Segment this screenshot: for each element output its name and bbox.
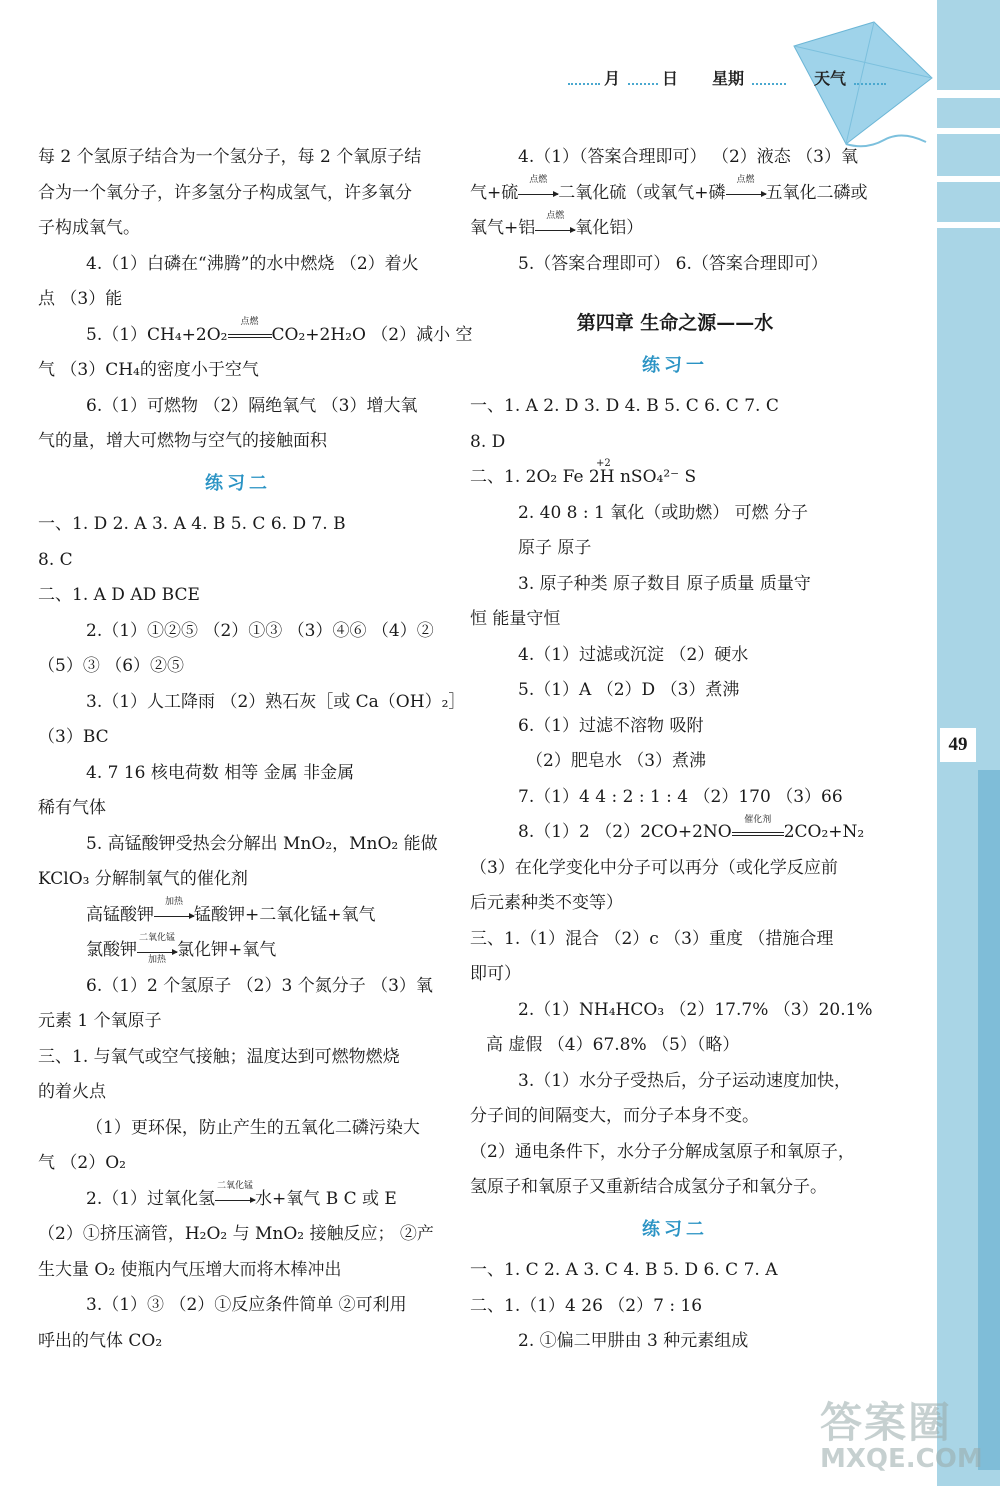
text-line: 4.（1）过滤或沉淀 （2）硬水 <box>518 644 749 665</box>
section-heading: 练习二 <box>642 1218 708 1240</box>
text-line: （3）在化学变化中分子可以再分（或化学反应前 <box>470 857 838 878</box>
text-line: 一、1. A 2. D 3. D 4. B 5. C 6. C 7. C <box>470 396 779 416</box>
dotted-blank <box>568 83 600 85</box>
product: 水+氧气 B C 或 E <box>255 1188 397 1209</box>
text-line: 3. 原子种类 原子数目 原子质量 质量守 <box>518 573 811 594</box>
text-line: 4.（1）白磷在“沸腾”的水中燃烧 （2）着火 <box>86 253 419 274</box>
watermark-title: 答案圈 <box>820 1398 953 1447</box>
section-heading: 练习一 <box>642 354 708 376</box>
text-line: 2. ①偏二甲肼由 3 种元素组成 <box>518 1331 749 1351</box>
product: 锰酸钾+二氧化锰+氧气 <box>194 904 376 925</box>
reactant: 2.（1）过氧化氢 <box>86 1188 216 1209</box>
arrow-icon <box>518 175 558 200</box>
text-line: 6.（1）过滤不溶物 吸附 <box>518 715 704 736</box>
text-line: 气的量，增大可燃物与空气的接触面积 <box>38 431 327 451</box>
equation-left: 5.（1）CH₄+2O₂ <box>86 324 228 345</box>
reaction-line <box>470 211 880 247</box>
text-line: 3.（1）水分子受热后，分子运动速度加快， <box>518 1070 852 1091</box>
text-line: 5.（答案合理即可） 6.（答案合理即可） <box>518 253 828 274</box>
left-column <box>38 140 473 1359</box>
strip-gap <box>937 128 1000 134</box>
product: 五氧化二磷或 <box>765 182 868 203</box>
reactant: 氧气+铝 <box>470 218 536 238</box>
condition-label: 加热 <box>147 954 166 965</box>
text-line: 6.（1）可燃物 （2）隔绝氧气 （3）增大氧 <box>86 395 418 416</box>
formula-line: 二、1. 2O₂ Fe 2H nSO₄²⁻ S <box>470 467 697 487</box>
dotted-blank <box>854 83 886 85</box>
text-line: （3）BC <box>38 727 109 747</box>
date-header <box>568 66 898 94</box>
text-line: （1）更环保，防止产生的五氧化二磷污染大 <box>86 1117 420 1138</box>
text-line: （2）①挤压滴管，H₂O₂ 与 MnO₂ 接触反应； ②产 <box>38 1224 434 1244</box>
arrow-icon <box>154 897 194 922</box>
reaction-line <box>38 933 438 969</box>
weather-label: 天气 <box>814 69 847 88</box>
text-line: 原子 原子 <box>518 538 592 558</box>
text-line: 每 2 个氢原子结合为一个氢分子，每 2 个氧原子结 <box>38 147 422 167</box>
equation-left: 8.（1）2 （2）2CO+2NO <box>518 822 732 842</box>
text-line: 5. 高锰酸钾受热会分解出 MnO₂，MnO₂ 能做 <box>86 833 438 854</box>
product: 氯化钾+氧气 <box>177 940 277 960</box>
text-line: 分子间的间隔变大，而分子本身不变。 <box>470 1106 759 1126</box>
page-number: 49 <box>940 728 976 762</box>
text-line: 3.（1）人工降雨 （2）熟石灰［或 Ca（OH）₂］ <box>86 691 466 712</box>
equation-right: CO₂+2H₂O （2）减小 空 <box>271 324 473 345</box>
watermark-url: MXQE.COM <box>820 1444 983 1474</box>
right-column <box>470 140 880 1360</box>
product: 氧化铝） <box>575 218 644 238</box>
text-line: 3.（1）③ （2）①反应条件简单 ②可利用 <box>86 1295 407 1315</box>
text-line: 5.（1）A （2）D （3）煮沸 <box>518 680 740 700</box>
text-line: 恒 能量守恒 <box>470 609 561 629</box>
condition-label: 点燃 <box>240 317 259 327</box>
reaction-line <box>38 898 438 934</box>
text-line: 7.（1）4 4 : 2 : 1 : 4 （2）170 （3）66 <box>518 786 843 807</box>
text-line: （2）肥皂水 （3）煮沸 <box>526 751 707 771</box>
text-line: 即可） <box>470 964 521 984</box>
reactant: 氯酸钾 <box>86 940 137 960</box>
text-line: （5）③ （6）②⑤ <box>38 656 185 676</box>
text-line: 2.（1）①②⑤ （2）①③ （3）④⑥ （4）② <box>86 620 434 641</box>
text-line: 一、1. C 2. A 3. C 4. B 5. D 6. C 7. A <box>470 1260 778 1280</box>
dotted-blank <box>628 83 658 85</box>
text-line: 8. D <box>470 431 506 452</box>
text-line: 合为一个氧分子，许多氢分子构成氢气，许多氧分 <box>38 182 412 203</box>
text-line: （2）通电条件下，水分子分解成氢原子和氧原子， <box>470 1141 855 1162</box>
text-line <box>470 460 880 496</box>
text-line: 元素 1 个氧原子 <box>38 1011 162 1031</box>
text-line: 的着火点 <box>38 1082 106 1102</box>
text-line: 一、1. D 2. A 3. A 4. B 5. C 6. D 7. B <box>38 514 346 534</box>
text-line: 点 （3）能 <box>38 289 123 309</box>
product: 二氧化硫（或氧气+磷 <box>558 182 726 203</box>
condition-label: 点燃 <box>546 210 565 221</box>
text-line: 4.（1）（答案合理即可） （2）液态 （3）氧 <box>518 147 858 167</box>
arrow-icon <box>137 932 177 965</box>
reaction-line <box>470 176 880 212</box>
text-line: 稀有气体 <box>38 798 106 818</box>
text-line: 气 （3）CH₄的密度小于空气 <box>38 360 259 380</box>
text-line: 三、1. 与氧气或空气接触；温度达到可燃物燃烧 <box>38 1046 400 1067</box>
strip-shade <box>978 770 1000 1470</box>
condition-label: 点燃 <box>529 175 548 185</box>
equals-sign <box>228 317 272 342</box>
reactant: 高锰酸钾 <box>86 904 154 925</box>
chapter-title: 第四章 生命之源——水 <box>576 312 774 334</box>
valence-label: +2 <box>596 458 611 469</box>
text-line: KClO₃ 分解制氧气的催化剂 <box>38 869 248 889</box>
text-line: 2. 40 8 : 1 氧化（或助燃） 可燃 分子 <box>518 502 809 523</box>
equation-line <box>470 815 880 851</box>
arrow-icon <box>726 175 766 200</box>
text-line: 呼出的气体 CO₂ <box>38 1330 163 1351</box>
day-label: 日 <box>662 69 679 88</box>
watermark <box>820 1390 996 1482</box>
strip-gap <box>937 90 1000 98</box>
condition-label: 二氧化锰 <box>217 1181 254 1191</box>
equation-right: 2CO₂+N₂ <box>783 822 865 842</box>
text-line: 气 （2）O₂ <box>38 1153 126 1173</box>
text-line: 高 虚假 （4）67.8% （5）（略） <box>486 1035 740 1055</box>
text-line: 2.（1）NH₄HCO₃ （2）17.7% （3）20.1% <box>518 999 873 1020</box>
text-line: 氢原子和氧原子又重新结合成氢分子和氧分子。 <box>470 1177 827 1197</box>
text-line: 4. 7 16 核电荷数 相等 金属 非金属 <box>86 762 355 783</box>
condition-label: 催化剂 <box>744 814 772 825</box>
text-line: 三、1.（1）混合 （2）c （3）重度 （措施合理 <box>470 928 834 949</box>
text-line: 二、1.（1）4 26 （2）7 : 16 <box>470 1295 703 1316</box>
weekday-label: 星期 <box>712 69 745 88</box>
arrow-icon <box>215 1181 255 1206</box>
dotted-blank <box>752 83 786 85</box>
text-line: 8. C <box>38 549 73 570</box>
equation-line <box>38 317 473 354</box>
equals-sign <box>732 814 784 840</box>
text-line: 生大量 O₂ 使瓶内气压增大而将木棒冲出 <box>38 1259 342 1280</box>
month-label: 月 <box>604 69 621 88</box>
reactant: 气+硫 <box>470 182 519 203</box>
condition-label: 二氧化锰 <box>138 932 175 943</box>
text-line: 6.（1）2 个氢原子 （2）3 个氮分子 （3）氧 <box>86 975 433 996</box>
reaction-line <box>38 1182 438 1218</box>
condition-label: 加热 <box>164 897 183 907</box>
text-line: 二、1. A D AD BCE <box>38 585 200 605</box>
condition-label: 点燃 <box>736 175 755 185</box>
arrow-icon <box>535 210 575 236</box>
strip-gap <box>937 222 1000 228</box>
strip-gap <box>937 176 1000 182</box>
section-heading: 练习二 <box>205 472 271 494</box>
text-line: 子构成氧气。 <box>38 218 140 238</box>
text-line: 后元素种类不变等） <box>470 893 623 913</box>
